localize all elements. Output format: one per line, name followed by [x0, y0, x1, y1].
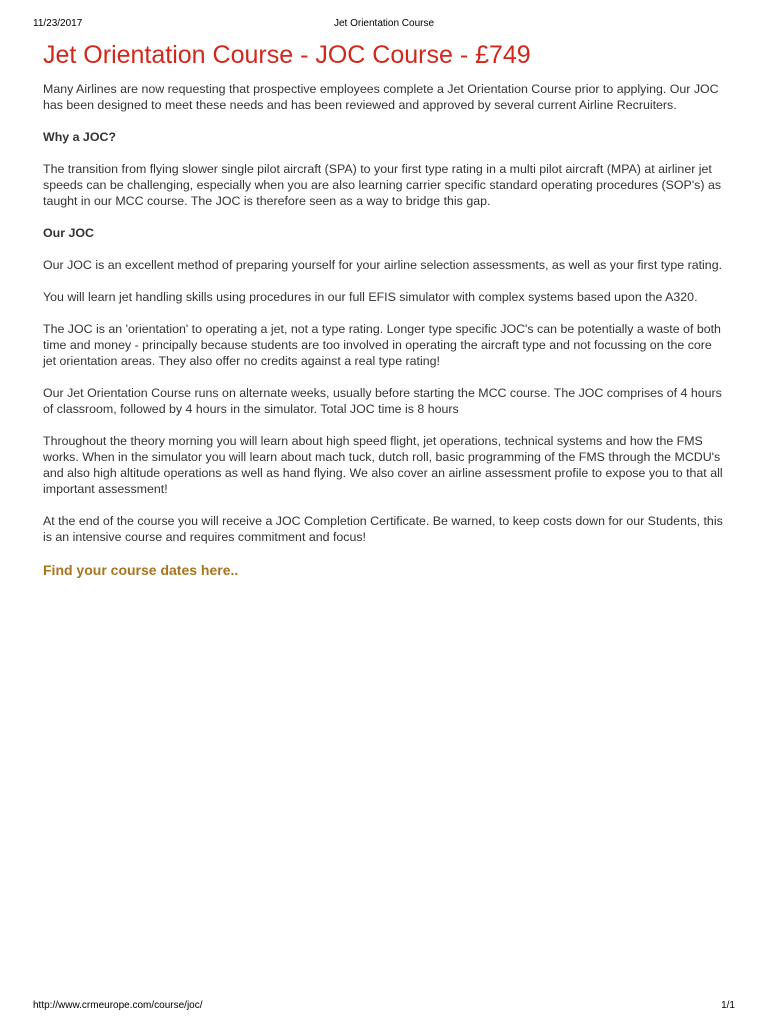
print-page-number: 1/1 — [721, 1000, 735, 1011]
body-paragraph: Our Jet Orientation Course runs on alternate weeks, usually before starting the MCC course. The JOC comprises of 4 hours of classroom, followed by 4 hours in the simulator. Total JOC time is 8 hours — [43, 386, 722, 416]
body-paragraph: Throughout the theory morning you will learn about high speed flight, jet operations, technical systems and how the FMS works. When in the simulator you will learn about mach tuck, dutch roll, basic programming of the FMS through the MCDU's and also high altitude operations as well as hand flying. We also cover an airline assessment profile to expose you to that all important assessment! — [43, 434, 723, 496]
article-content — [43, 40, 727, 579]
print-doc-title: Jet Orientation Course — [333, 18, 435, 29]
print-footer — [33, 1000, 735, 1014]
intro-paragraph: Many Airlines are now requesting that prospective employees complete a Jet Orientation Course prior to applying. Our JOC has been designed to meet these needs and has been reviewed and approved by several current Airline Recruiters. — [43, 82, 719, 112]
page-title: Jet Orientation Course - JOC Course - £749 — [43, 41, 531, 69]
course-dates-link[interactable]: Find your course dates here.. — [43, 562, 239, 578]
print-url: http://www.crmeurope.com/course/joc/ — [33, 1000, 203, 1011]
print-header — [33, 18, 735, 32]
body-paragraph: You will learn jet handling skills using procedures in our full EFIS simulator with complex systems based upon the A320. — [43, 290, 698, 304]
print-date: 11/23/2017 — [33, 18, 83, 29]
body-paragraph: Our JOC is an excellent method of preparing yourself for your airline selection assessments, as well as your first type rating. — [43, 258, 723, 272]
why-joc-paragraph: The transition from flying slower single pilot aircraft (SPA) to your first type rating in a multi pilot aircraft (MPA) at airliner jet speeds can be challenging, especially when you are also learning carrier specific standard operating procedures (SOP's) as taught in our MCC course. The JOC is therefore seen as a way to bridge this gap. — [43, 162, 722, 208]
body-paragraph: At the end of the course you will receive a JOC Completion Certificate. Be warned, to keep costs down for our Students, this is an intensive course and requires commitment and focus! — [43, 514, 723, 544]
our-joc-heading: Our JOC — [43, 226, 94, 240]
body-paragraph: The JOC is an 'orientation' to operating a jet, not a type rating. Longer type specific JOC's can be potentially a waste of both time and money - principally because students are too involved in operating the aircraft type and not focussing on the core jet orientation areas. They also offer no credits against a real type rating! — [43, 322, 721, 368]
why-joc-heading: Why a JOC? — [43, 130, 116, 144]
